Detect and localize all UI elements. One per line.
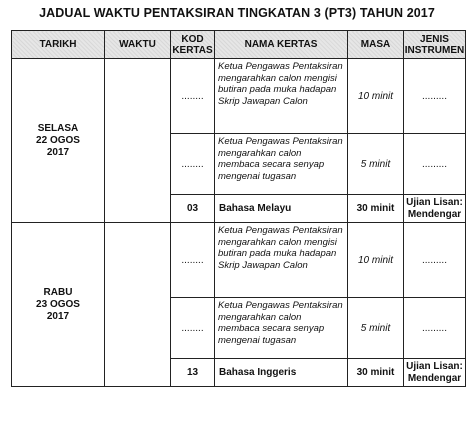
instrumen-line-1: Ujian Lisan: — [406, 196, 463, 208]
instrumen-line-1: Ujian Lisan: — [406, 360, 463, 372]
kod-cell: ........ — [171, 298, 215, 359]
nama-kertas-cell: Ketua Pengawas Pentaksiran mengarahkan calon membaca secara senyap mengenai tugasan — [215, 134, 348, 195]
header-kod-line-1: KOD — [181, 33, 204, 45]
page-title: JADUAL WAKTU PENTAKSIRAN TINGKATAN 3 (PT3) TAHUN 2017 — [39, 6, 435, 20]
header-jenis-line-1: JENIS — [420, 33, 449, 45]
masa-cell: 10 minit — [348, 223, 404, 298]
kod-cell: ........ — [171, 59, 215, 134]
instrumen-cell: ......... — [404, 298, 466, 359]
nama-kertas-cell: Ketua Pengawas Pentaksiran mengarahkan calon membaca secara senyap mengenai tugasan — [215, 298, 348, 359]
header-kod-line-2: KERTAS — [172, 44, 213, 56]
instrumen-cell — [404, 359, 466, 387]
kod-cell: ........ — [171, 134, 215, 195]
header-row — [12, 31, 466, 59]
instrumen-line-2: Mendengar — [407, 208, 462, 220]
kod-cell: 03 — [171, 195, 215, 223]
instrumen-line-2: Mendengar — [407, 372, 462, 384]
table-row — [12, 223, 466, 298]
nama-kertas-cell: Bahasa Inggeris — [215, 359, 348, 387]
masa-cell: 10 minit — [348, 59, 404, 134]
day-date-cell — [12, 223, 105, 387]
day-year: 2017 — [46, 310, 70, 322]
header-jenis-instrumen — [404, 31, 466, 59]
instrumen-cell — [404, 195, 466, 223]
exam-schedule-table — [11, 30, 466, 387]
day-date: 22 OGOS — [36, 134, 80, 146]
masa-cell: 30 minit — [348, 195, 404, 223]
day-name: RABU — [43, 286, 73, 298]
kod-cell: ........ — [171, 223, 215, 298]
masa-cell: 5 minit — [348, 134, 404, 195]
header-masa: MASA — [348, 31, 404, 59]
waktu-cell — [105, 59, 171, 223]
masa-cell: 5 minit — [348, 298, 404, 359]
nama-kertas-cell: Ketua Pengawas Pentaksiran mengarahkan calon mengisi butiran pada muka hadapan Skrip Jawapan Calon — [215, 59, 348, 134]
header-kod-kertas — [171, 31, 215, 59]
day-year: 2017 — [46, 146, 70, 158]
day-date: 23 OGOS — [36, 298, 80, 310]
kod-cell: 13 — [171, 359, 215, 387]
header-waktu: WAKTU — [105, 31, 171, 59]
day-date-cell — [12, 59, 105, 223]
header-jenis-line-2: INSTRUMEN — [404, 44, 465, 56]
instrumen-cell: ......... — [404, 223, 466, 298]
nama-kertas-cell: Ketua Pengawas Pentaksiran mengarahkan calon mengisi butiran pada muka hadapan Skrip Jawapan Calon — [215, 223, 348, 298]
header-tarikh: TARIKH — [12, 31, 105, 59]
day-name: SELASA — [37, 122, 79, 134]
table-row — [12, 59, 466, 134]
header-nama-kertas: NAMA KERTAS — [215, 31, 348, 59]
waktu-cell — [105, 223, 171, 387]
instrumen-cell: ......... — [404, 59, 466, 134]
instrumen-cell: ......... — [404, 134, 466, 195]
nama-kertas-cell: Bahasa Melayu — [215, 195, 348, 223]
masa-cell: 30 minit — [348, 359, 404, 387]
